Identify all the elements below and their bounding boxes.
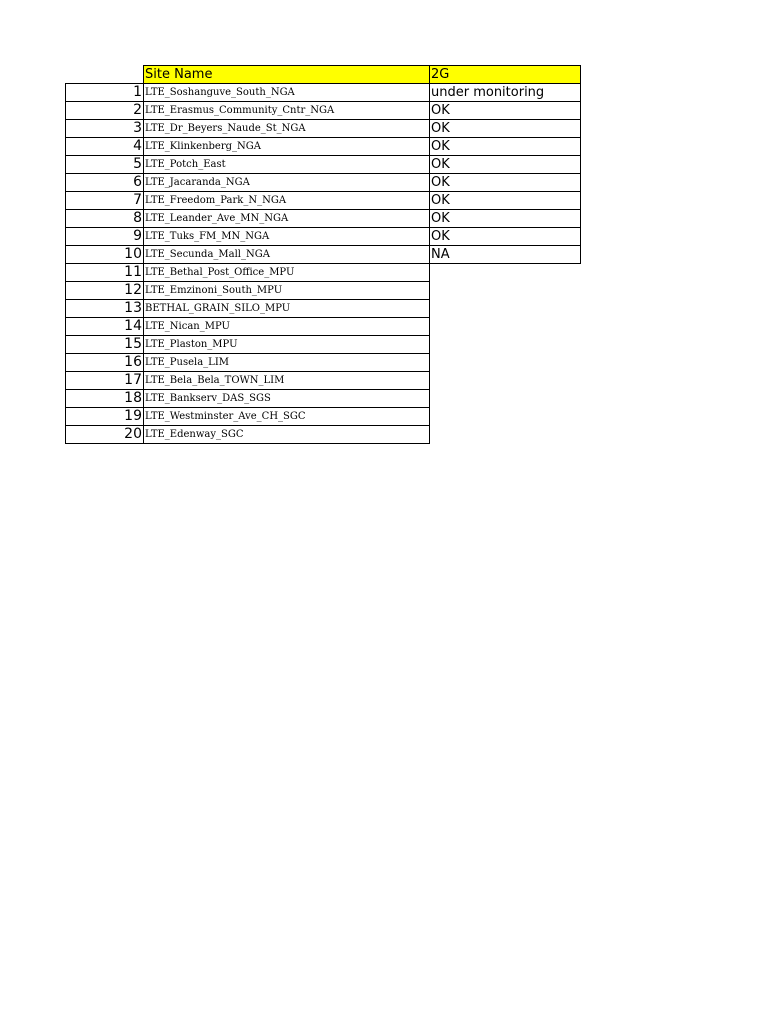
site-name-cell[interactable]: LTE_Klinkenberg_NGA [144, 138, 430, 156]
status-2g-cell[interactable]: OK [430, 120, 581, 138]
table-row [66, 408, 581, 426]
site-name-cell[interactable]: LTE_Dr_Beyers_Naude_St_NGA [144, 120, 430, 138]
status-2g-cell[interactable] [430, 336, 581, 354]
table-row [66, 192, 581, 210]
table-row [66, 336, 581, 354]
site-name-cell[interactable]: LTE_Edenway_SGC [144, 426, 430, 444]
table-row [66, 300, 581, 318]
row-number-cell[interactable]: 2 [66, 102, 144, 120]
site-name-cell[interactable]: LTE_Bela_Bela_TOWN_LIM [144, 372, 430, 390]
site-status-table [65, 65, 581, 444]
table-row [66, 390, 581, 408]
row-number-cell[interactable]: 17 [66, 372, 144, 390]
status-2g-cell[interactable] [430, 390, 581, 408]
table-row [66, 282, 581, 300]
status-2g-cell[interactable]: OK [430, 192, 581, 210]
status-2g-cell[interactable]: OK [430, 138, 581, 156]
row-number-cell[interactable]: 14 [66, 318, 144, 336]
status-2g-cell[interactable]: NA [430, 246, 581, 264]
row-number-cell[interactable]: 4 [66, 138, 144, 156]
site-name-cell[interactable]: LTE_Freedom_Park_N_NGA [144, 192, 430, 210]
table-row [66, 246, 581, 264]
table-row [66, 156, 581, 174]
row-number-cell[interactable]: 11 [66, 264, 144, 282]
table-row [66, 120, 581, 138]
status-2g-cell[interactable] [430, 318, 581, 336]
header-index-cell[interactable] [66, 66, 144, 84]
site-name-cell[interactable]: LTE_Potch_East [144, 156, 430, 174]
row-number-cell[interactable]: 7 [66, 192, 144, 210]
status-2g-cell[interactable] [430, 408, 581, 426]
table-row [66, 210, 581, 228]
row-number-cell[interactable]: 9 [66, 228, 144, 246]
site-name-cell[interactable]: LTE_Westminster_Ave_CH_SGC [144, 408, 430, 426]
row-number-cell[interactable]: 19 [66, 408, 144, 426]
row-number-cell[interactable]: 13 [66, 300, 144, 318]
table-row [66, 102, 581, 120]
status-2g-cell[interactable]: OK [430, 210, 581, 228]
row-number-cell[interactable]: 12 [66, 282, 144, 300]
site-name-cell[interactable]: LTE_Bankserv_DAS_SGS [144, 390, 430, 408]
status-2g-cell[interactable]: OK [430, 102, 581, 120]
site-name-cell[interactable]: BETHAL_GRAIN_SILO_MPU [144, 300, 430, 318]
row-number-cell[interactable]: 6 [66, 174, 144, 192]
site-name-cell[interactable]: LTE_Erasmus_Community_Cntr_NGA [144, 102, 430, 120]
site-name-cell[interactable]: LTE_Secunda_Mall_NGA [144, 246, 430, 264]
status-2g-cell[interactable] [430, 372, 581, 390]
status-2g-cell[interactable] [430, 354, 581, 372]
header-row [66, 66, 581, 84]
site-name-cell[interactable]: LTE_Plaston_MPU [144, 336, 430, 354]
site-name-cell[interactable]: LTE_Leander_Ave_MN_NGA [144, 210, 430, 228]
table-row [66, 318, 581, 336]
status-2g-cell[interactable]: OK [430, 174, 581, 192]
table-row [66, 426, 581, 444]
row-number-cell[interactable]: 10 [66, 246, 144, 264]
row-number-cell[interactable]: 5 [66, 156, 144, 174]
table-row [66, 372, 581, 390]
table-row [66, 84, 581, 102]
table-row [66, 354, 581, 372]
header-2g[interactable]: 2G [430, 66, 581, 84]
status-2g-cell[interactable] [430, 282, 581, 300]
site-name-cell[interactable]: LTE_Pusela_LIM [144, 354, 430, 372]
status-2g-cell[interactable]: OK [430, 156, 581, 174]
row-number-cell[interactable]: 8 [66, 210, 144, 228]
site-name-cell[interactable]: LTE_Nican_MPU [144, 318, 430, 336]
site-name-cell[interactable]: LTE_Bethal_Post_Office_MPU [144, 264, 430, 282]
table-row [66, 228, 581, 246]
table-row [66, 174, 581, 192]
site-name-cell[interactable]: LTE_Soshanguve_South_NGA [144, 84, 430, 102]
row-number-cell[interactable]: 16 [66, 354, 144, 372]
row-number-cell[interactable]: 18 [66, 390, 144, 408]
status-2g-cell[interactable] [430, 426, 581, 444]
site-name-cell[interactable]: LTE_Tuks_FM_MN_NGA [144, 228, 430, 246]
header-site-name[interactable]: Site Name [144, 66, 430, 84]
site-name-cell[interactable]: LTE_Jacaranda_NGA [144, 174, 430, 192]
status-2g-cell[interactable]: under monitoring [430, 84, 581, 102]
site-name-cell[interactable]: LTE_Emzinoni_South_MPU [144, 282, 430, 300]
table-row [66, 264, 581, 282]
row-number-cell[interactable]: 20 [66, 426, 144, 444]
row-number-cell[interactable]: 3 [66, 120, 144, 138]
row-number-cell[interactable]: 15 [66, 336, 144, 354]
status-2g-cell[interactable]: OK [430, 228, 581, 246]
row-number-cell[interactable]: 1 [66, 84, 144, 102]
table-row [66, 138, 581, 156]
status-2g-cell[interactable] [430, 300, 581, 318]
status-2g-cell[interactable] [430, 264, 581, 282]
